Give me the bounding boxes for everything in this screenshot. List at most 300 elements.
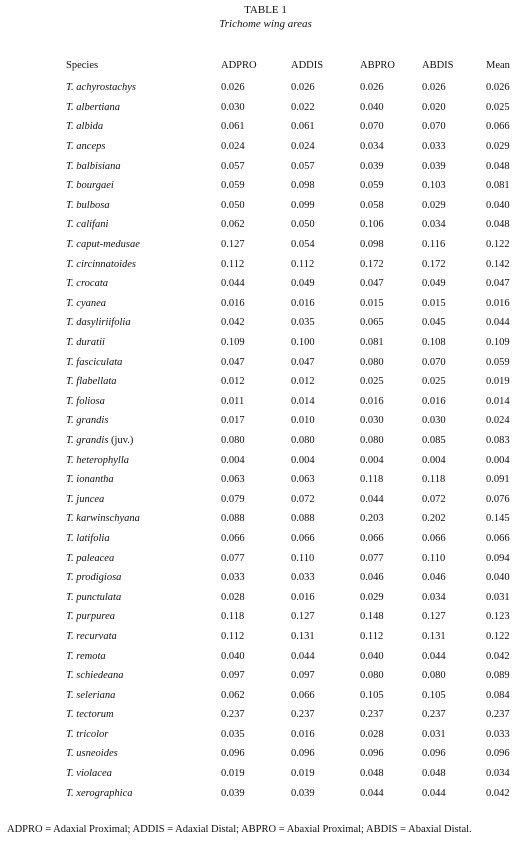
adpro-cell: 0.237 [221,709,245,721]
species-name: T. bourgaei [66,180,114,192]
mean-cell: 0.096 [486,748,510,760]
table-row [60,509,531,529]
abpro-cell: 0.237 [360,709,384,721]
abpro-cell: 0.029 [360,591,384,603]
table-row [60,744,531,764]
abpro-cell: 0.080 [360,434,384,446]
abdis-cell: 0.066 [422,532,446,544]
adpro-cell: 0.112 [221,258,245,270]
species-cell [60,587,221,607]
abpro-cell: 0.030 [360,415,384,427]
mean-cell: 0.019 [486,376,510,388]
adpro-cell: 0.057 [221,160,245,172]
addis-cell: 0.012 [291,376,315,388]
species-name: T. karwinschyana [66,513,140,525]
species-cell [60,333,221,353]
abdis-cell: 0.105 [422,689,446,701]
abdis-cell: 0.044 [422,650,446,662]
column-header-mean: Mean [486,60,510,71]
addis-cell: 0.100 [291,337,315,349]
abdis-cell: 0.070 [422,121,446,133]
mean-cell: 0.025 [486,101,510,113]
abpro-cell: 0.066 [360,532,384,544]
species-name: T. xerographica [66,787,133,799]
adpro-cell: 0.035 [221,728,245,740]
abpro-cell: 0.203 [360,513,384,525]
addis-cell: 0.010 [291,415,315,427]
table-row [60,137,531,157]
abpro-cell: 0.098 [360,239,384,251]
species-cell [60,411,221,431]
table-row [60,333,531,353]
addis-cell: 0.026 [291,82,315,94]
abpro-cell: 0.105 [360,689,384,701]
abpro-cell: 0.039 [360,160,384,172]
adpro-cell: 0.080 [221,434,245,446]
species-cell [60,744,221,764]
species-cell [60,685,221,705]
species-name: T. tectorum [66,709,114,721]
mean-cell: 0.040 [486,199,510,211]
species-cell [60,548,221,568]
abpro-cell: 0.148 [360,611,384,623]
abdis-cell: 0.202 [422,513,446,525]
adpro-cell: 0.042 [221,317,245,329]
abpro-cell: 0.070 [360,121,384,133]
mean-cell: 0.066 [486,121,510,133]
adpro-cell: 0.004 [221,454,245,466]
adpro-cell: 0.062 [221,689,245,701]
table-row [60,235,531,255]
abdis-cell: 0.033 [422,141,446,153]
abdis-cell: 0.029 [422,199,446,211]
adpro-cell: 0.024 [221,141,245,153]
adpro-cell: 0.050 [221,199,245,211]
column-header-addis: ADDIS [291,60,324,71]
species-cell [60,137,221,157]
adpro-cell: 0.061 [221,121,245,133]
mean-cell: 0.044 [486,317,510,329]
abdis-cell: 0.026 [422,82,446,94]
adpro-cell: 0.063 [221,474,245,486]
abdis-cell: 0.127 [422,611,446,623]
abpro-cell: 0.080 [360,356,384,368]
table-row [60,352,531,372]
abpro-cell: 0.040 [360,101,384,113]
addis-cell: 0.024 [291,141,315,153]
species-cell [60,627,221,647]
mean-cell: 0.048 [486,219,510,231]
species-cell [60,509,221,529]
species-name: T. fasciculata [66,356,123,368]
species-name: T. heterophylla [66,454,129,466]
abdis-cell: 0.025 [422,376,446,388]
mean-cell: 0.042 [486,650,510,662]
adpro-cell: 0.040 [221,650,245,662]
species-name: T. prodigiosa [66,572,122,584]
adpro-cell: 0.019 [221,768,245,780]
addis-cell: 0.035 [291,317,315,329]
table-row [60,274,531,294]
table-row [60,470,531,490]
species-cell [60,254,221,274]
abdis-cell: 0.048 [422,768,446,780]
adpro-cell: 0.030 [221,101,245,113]
adpro-cell: 0.127 [221,239,245,251]
addis-cell: 0.112 [291,258,315,270]
species-cell [60,352,221,372]
mean-cell: 0.040 [486,572,510,584]
species-name: T. achyrostachys [66,82,136,94]
abpro-cell: 0.044 [360,493,384,505]
species-name: T. punctulata [66,591,122,603]
addis-cell: 0.016 [291,728,315,740]
addis-cell: 0.014 [291,395,315,407]
abdis-cell: 0.046 [422,572,446,584]
column-header-adpro: ADPRO [221,60,257,71]
adpro-cell: 0.109 [221,337,245,349]
abpro-cell: 0.048 [360,768,384,780]
table-row [60,294,531,314]
abpro-cell: 0.059 [360,180,384,192]
table-row [60,685,531,705]
species-cell [60,529,221,549]
abpro-cell: 0.077 [360,552,384,564]
abpro-cell: 0.096 [360,748,384,760]
mean-cell: 0.145 [486,513,510,525]
abdis-cell: 0.045 [422,317,446,329]
table-row [60,568,531,588]
mean-cell: 0.047 [486,278,510,290]
adpro-cell: 0.088 [221,513,245,525]
abpro-cell: 0.016 [360,395,384,407]
species-name: T. califani [66,219,109,231]
adpro-cell: 0.079 [221,493,245,505]
table-row [60,117,531,137]
mean-cell: 0.066 [486,532,510,544]
species-cell [60,176,221,196]
species-cell [60,666,221,686]
species-cell [60,764,221,784]
addis-cell: 0.039 [291,787,315,799]
species-name: T. juncea [66,493,105,505]
table-row [60,411,531,431]
mean-cell: 0.083 [486,434,510,446]
table-row [60,783,531,803]
abdis-cell: 0.096 [422,748,446,760]
table-row [60,529,531,549]
species-cell [60,117,221,137]
adpro-cell: 0.112 [221,630,245,642]
species-name: T. balbisiana [66,160,121,172]
mean-cell: 0.014 [486,395,510,407]
abpro-cell: 0.112 [360,630,384,642]
addis-cell: 0.044 [291,650,315,662]
species-name: T. bulbosa [66,199,110,211]
mean-cell: 0.237 [486,709,510,721]
mean-cell: 0.081 [486,180,510,192]
species-cell [60,646,221,666]
abdis-cell: 0.085 [422,434,446,446]
addis-cell: 0.237 [291,709,315,721]
table-subtitle: Trichome wing areas [219,18,312,30]
mean-cell: 0.059 [486,356,510,368]
adpro-cell: 0.026 [221,82,245,94]
species-name: T. albertiana [66,101,121,113]
adpro-cell: 0.017 [221,415,245,427]
species-name: T. albida [66,121,104,133]
addis-cell: 0.096 [291,748,315,760]
column-header-abdis: ABDIS [422,60,454,71]
species-name: T. tricolor [66,728,109,740]
table-row [60,215,531,235]
addis-cell: 0.098 [291,180,315,192]
mean-cell: 0.024 [486,415,510,427]
table-row [60,196,531,216]
adpro-cell: 0.077 [221,552,245,564]
abdis-cell: 0.108 [422,337,446,349]
mean-cell: 0.089 [486,670,510,682]
adpro-cell: 0.097 [221,670,245,682]
mean-cell: 0.033 [486,728,510,740]
table-body [60,78,531,803]
abpro-cell: 0.081 [360,337,384,349]
species-name: T. anceps [66,141,106,153]
table-row [60,666,531,686]
abdis-cell: 0.034 [422,591,446,603]
abpro-cell: 0.040 [360,650,384,662]
table-row [60,254,531,274]
mean-cell: 0.123 [486,611,510,623]
table-row [60,431,531,451]
abpro-cell: 0.172 [360,258,384,270]
species-cell [60,196,221,216]
table-row [60,392,531,412]
adpro-cell: 0.047 [221,356,245,368]
abdis-cell: 0.118 [422,474,446,486]
abpro-cell: 0.058 [360,199,384,211]
table-row [60,607,531,627]
species-name: T. usneoides [66,748,118,760]
mean-cell: 0.016 [486,297,510,309]
abpro-cell: 0.034 [360,141,384,153]
abpro-cell: 0.106 [360,219,384,231]
species-cell [60,489,221,509]
mean-cell: 0.142 [486,258,510,270]
abdis-cell: 0.020 [422,101,446,113]
species-name: T. cyanea [66,297,107,309]
adpro-cell: 0.011 [221,395,245,407]
abpro-cell: 0.026 [360,82,384,94]
abpro-cell: 0.118 [360,474,384,486]
mean-cell: 0.084 [486,689,510,701]
adpro-cell: 0.033 [221,572,245,584]
addis-cell: 0.088 [291,513,315,525]
abdis-cell: 0.044 [422,787,446,799]
species-name: T. purpurea [66,611,116,623]
mean-cell: 0.109 [486,337,510,349]
species-name: T. violacea [66,768,112,780]
table-title: TABLE 1 [244,4,287,16]
table-row [60,450,531,470]
abdis-cell: 0.172 [422,258,446,270]
species-cell [60,313,221,333]
mean-cell: 0.031 [486,591,510,603]
addis-cell: 0.004 [291,454,315,466]
species-name: T. schiedeana [66,670,124,682]
adpro-cell: 0.062 [221,219,245,231]
addis-cell: 0.016 [291,591,315,603]
addis-cell: 0.061 [291,121,315,133]
abdis-cell: 0.039 [422,160,446,172]
species-name: T. ionantha [66,474,114,486]
species-name: T. foliosa [66,395,105,407]
table-row [60,548,531,568]
addis-cell: 0.016 [291,297,315,309]
abdis-cell: 0.070 [422,356,446,368]
addis-cell: 0.072 [291,493,315,505]
abdis-cell: 0.016 [422,395,446,407]
adpro-cell: 0.039 [221,787,245,799]
addis-cell: 0.097 [291,670,315,682]
species-name: T. caput-medusae [66,239,140,251]
abpro-cell: 0.080 [360,670,384,682]
species-cell [60,705,221,725]
addis-cell: 0.099 [291,199,315,211]
species-cell [60,783,221,803]
adpro-cell: 0.028 [221,591,245,603]
species-cell [60,607,221,627]
mean-cell: 0.122 [486,630,510,642]
addis-cell: 0.049 [291,278,315,290]
species-name: T. grandis [66,415,109,427]
abdis-cell: 0.049 [422,278,446,290]
abdis-cell: 0.015 [422,297,446,309]
addis-cell: 0.033 [291,572,315,584]
addis-cell: 0.080 [291,434,315,446]
adpro-cell: 0.096 [221,748,245,760]
abpro-cell: 0.025 [360,376,384,388]
species-cell [60,98,221,118]
addis-cell: 0.127 [291,611,315,623]
abdis-cell: 0.110 [422,552,446,564]
species-name: T. remota [66,650,106,662]
adpro-cell: 0.066 [221,532,245,544]
adpro-cell: 0.059 [221,180,245,192]
table-row [60,725,531,745]
abdis-cell: 0.004 [422,454,446,466]
table-row [60,587,531,607]
species-cell [60,294,221,314]
abdis-cell: 0.103 [422,180,446,192]
addis-cell: 0.063 [291,474,315,486]
table-header-row [60,60,531,78]
table-row [60,156,531,176]
abdis-cell: 0.237 [422,709,446,721]
mean-cell: 0.042 [486,787,510,799]
species-cell [60,78,221,98]
species-cell [60,450,221,470]
addis-cell: 0.110 [291,552,315,564]
species-suffix: (juv.) [108,434,134,446]
species-cell [60,568,221,588]
abpro-cell: 0.046 [360,572,384,584]
mean-cell: 0.034 [486,768,510,780]
trichome-table [60,60,531,803]
table-footnote: ADPRO = Adaxial Proximal; ADDIS = Adaxial Distal; ABPRO = Abaxial Proximal; ABDIS = Abaxial Distal. [7,824,472,835]
mean-cell: 0.026 [486,82,510,94]
species-name: T. paleacea [66,552,115,564]
adpro-cell: 0.044 [221,278,245,290]
abpro-cell: 0.004 [360,454,384,466]
table-row [60,705,531,725]
abpro-cell: 0.065 [360,317,384,329]
table-row [60,627,531,647]
species-cell [60,392,221,412]
addis-cell: 0.066 [291,532,315,544]
column-header-abpro: ABPRO [360,60,396,71]
species-name: T. flabellata [66,376,117,388]
table-row [60,372,531,392]
abpro-cell: 0.015 [360,297,384,309]
abpro-cell: 0.044 [360,787,384,799]
addis-cell: 0.066 [291,689,315,701]
column-header-species: Species [66,60,99,71]
species-name: T. crocata [66,278,108,290]
table-row [60,78,531,98]
table-row [60,646,531,666]
abdis-cell: 0.031 [422,728,446,740]
addis-cell: 0.131 [291,630,315,642]
species-cell [60,156,221,176]
species-cell [60,235,221,255]
mean-cell: 0.122 [486,239,510,251]
addis-cell: 0.054 [291,239,315,251]
mean-cell: 0.048 [486,160,510,172]
mean-cell: 0.076 [486,493,510,505]
mean-cell: 0.091 [486,474,510,486]
adpro-cell: 0.016 [221,297,245,309]
species-name: T. duratii [66,337,105,349]
addis-cell: 0.019 [291,768,315,780]
abpro-cell: 0.028 [360,728,384,740]
abdis-cell: 0.080 [422,670,446,682]
species-name: T. grandis [66,434,109,446]
abdis-cell: 0.072 [422,493,446,505]
abdis-cell: 0.116 [422,239,446,251]
abpro-cell: 0.047 [360,278,384,290]
adpro-cell: 0.012 [221,376,245,388]
table-row [60,764,531,784]
species-name: T. latifolia [66,532,110,544]
species-name: T. seleriana [66,689,116,701]
species-cell [60,725,221,745]
species-cell [60,431,221,451]
adpro-cell: 0.118 [221,611,245,623]
species-cell [60,372,221,392]
abdis-cell: 0.131 [422,630,446,642]
species-name: T. circinnatoides [66,258,136,270]
mean-cell: 0.094 [486,552,510,564]
addis-cell: 0.047 [291,356,315,368]
addis-cell: 0.050 [291,219,315,231]
abdis-cell: 0.034 [422,219,446,231]
addis-cell: 0.022 [291,101,315,113]
addis-cell: 0.057 [291,160,315,172]
table-row [60,489,531,509]
species-name: T. recurvata [66,630,117,642]
species-cell [60,470,221,490]
